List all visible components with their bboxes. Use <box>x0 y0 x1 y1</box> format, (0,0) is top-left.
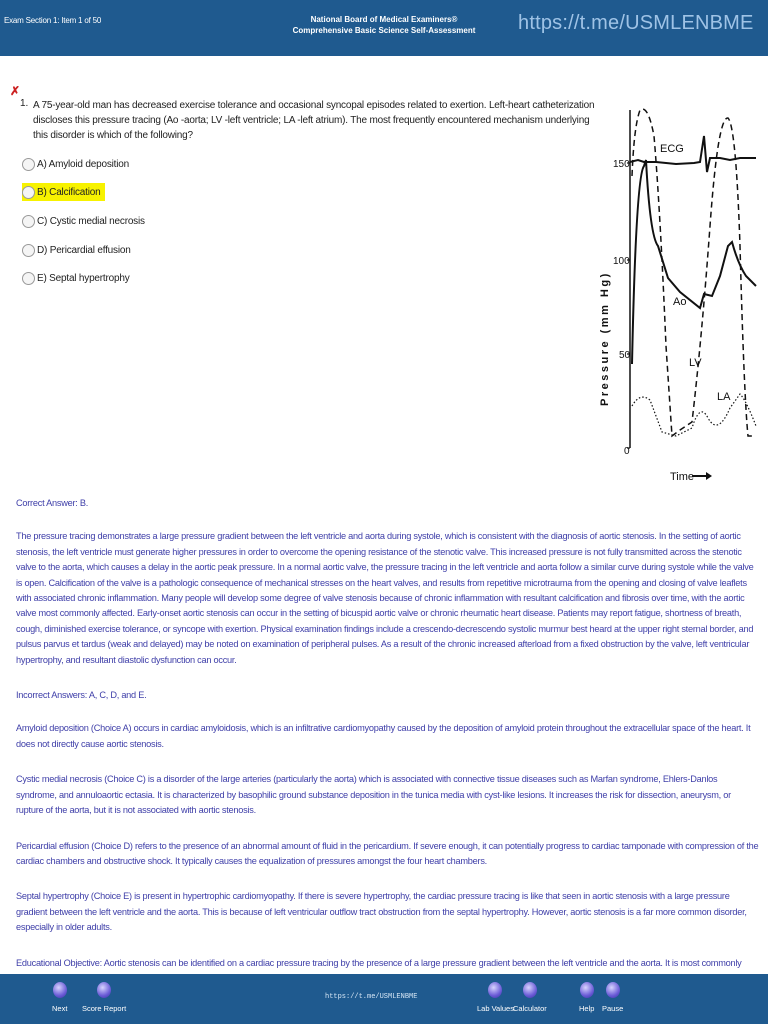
y-axis-label: Pressure (mm Hg) <box>599 271 611 406</box>
calculator-icon <box>523 982 537 998</box>
calculator-button[interactable] <box>513 982 547 1013</box>
la-pressure-trace <box>632 394 756 436</box>
lab-values-label: Lab Values <box>477 1004 514 1013</box>
lab-values-icon <box>488 982 502 998</box>
ecg-trace <box>630 136 756 172</box>
tick-50: 50 <box>619 350 631 361</box>
flag-icon[interactable]: ✗ <box>10 84 21 98</box>
option-e[interactable] <box>22 269 130 287</box>
radio-button[interactable] <box>22 244 35 257</box>
option-label: D) Pericardial effusion <box>37 244 131 256</box>
pause-icon <box>606 982 620 998</box>
tick-0: 0 <box>624 446 630 457</box>
footer-url: https://t.me/USMLENBME <box>325 993 418 1001</box>
lv-pressure-trace <box>632 109 754 436</box>
label-la: LA <box>717 391 731 403</box>
explanation-main: The pressure tracing demonstrates a large pressure gradient between the left ventricle and aorta during systole, which is consistent with the diagnosis of aortic stenosis. In the setting of aortic stenosis, the left ventricle must generate higher pressures in order to overcome the opening resistance of the stenotic valve. This increased pressure is not fully transmitted across the stenotic valve to the aorta, which causes a delay in the aortic peak pressure. In a normal aortic valve, the pressure tracing in the left ventricle and aorta follow a similar curve during systole while the valve is open. Calcification of the valve is a pathologic consequence of mechanical stresses on the heart valves, and results from repetitive microtrauma from the opening and closing of valve leaflets with associated chronic inflammation. Many people will develop some degree of valve stenosis because of chronic inflammation with resultant calcification and fibrosis over time, with the aortic valve most commonly affected. Early-onset aortic stenosis can occur in the setting of bicuspid aortic valve or chronic rheumatic heart disease. Patients may report fatigue, shortness of breath, cough, diminished exercise tolerance, or syncope with exertion. Physical examination findings include a crescendo-decrescendo systolic murmur best heard at the upper right sternal border, and pulsus parvus et tardus (weak and delayed) may be noted on examination of peripheral pulses. As a result of the chronic increased afterload from a fixed obstruction by the valve, left ventricular hypertrophy, and resultant diastolic dysfunction can occur. <box>16 531 754 665</box>
label-ecg: ECG <box>660 143 684 155</box>
next-button[interactable] <box>52 982 67 1013</box>
calculator-label: Calculator <box>513 1004 547 1013</box>
option-b[interactable] <box>22 183 105 201</box>
x-axis-label: Time <box>670 471 695 483</box>
score-report-icon <box>97 982 111 998</box>
option-c[interactable] <box>22 212 145 230</box>
pause-label: Pause <box>602 1004 624 1013</box>
option-d[interactable] <box>22 241 131 259</box>
question-stem: A 75-year-old man has decreased exercise tolerance and occasional syncopal episodes related to exertion. Left-heart catheterization discloses this pressure tracing (Ao -aorta; LV -left ventricle; LA -left atrium). The most frequently encountered mechanism underlying this disorder is which of the following? <box>33 100 595 141</box>
explanation-panel <box>16 496 760 1006</box>
help-icon <box>580 982 594 998</box>
score-report-label: Score Report <box>82 1004 127 1013</box>
label-lv: LV <box>689 357 702 369</box>
option-label: A) Amyloid deposition <box>37 158 129 170</box>
incorrect-answers: Incorrect Answers: A, C, D, and E. <box>16 690 147 701</box>
score-report-button[interactable] <box>82 982 126 1013</box>
tick-100: 100 <box>613 256 630 267</box>
radio-button[interactable] <box>22 186 35 199</box>
explanation-choice-a: Amyloid deposition (Choice A) occurs in cardiac amyloidosis, which is an infiltrative cardiomyopathy caused by the deposition of amyloid protein throughout the extracellular space of the heart. It does not directly cause aortic stenosis. <box>16 723 751 749</box>
radio-button[interactable] <box>22 158 35 171</box>
correct-answer: Correct Answer: B. <box>16 498 89 508</box>
option-label: B) Calcification <box>37 186 101 198</box>
option-label: E) Septal hypertrophy <box>37 272 130 284</box>
educational-objective: Educational Objective: Aortic stenosis can be identified on a cardiac pressure tracing by the presence of a large pressure gradient between the left ventricle and the aorta. It is most commonly <box>16 957 742 968</box>
watermark-url: https://t.me/USMLENBME <box>518 12 754 34</box>
help-label: Help <box>579 1004 595 1013</box>
radio-button[interactable] <box>22 215 35 228</box>
assessment-name: Comprehensive Basic Science Self-Assessment <box>292 26 476 35</box>
next-label: Next <box>52 1004 68 1013</box>
pause-button[interactable] <box>602 982 623 1013</box>
question-number: 1. <box>20 98 29 109</box>
label-ao: Ao <box>673 296 687 308</box>
option-label: C) Cystic medial necrosis <box>37 215 145 227</box>
lab-values-button[interactable] <box>477 982 514 1013</box>
pressure-tracing-figure <box>596 96 762 490</box>
explanation-choice-e: Septal hypertrophy (Choice E) is present in hypertrophic cardiomyopathy. If there is severe hypertrophy, the cardiac pressure tracing is like that seen in aortic stenosis with a large pressure gradient between the left ventricle and the aorta. This is because of left ventricular outflow tract obstruction from the septal hypertrophy. However, aortic stenosis is a far more common disorder, especially in older adults. <box>16 891 747 933</box>
top-bar <box>0 0 768 56</box>
exam-item-indicator: Exam Section 1: Item 1 of 50 <box>4 16 102 25</box>
radio-button[interactable] <box>22 272 35 285</box>
exam-title <box>284 14 484 36</box>
board-name: National Board of Medical Examiners® <box>310 15 458 24</box>
explanation-choice-d: Pericardial effusion (Choice D) refers to the presence of an abnormal amount of fluid in the pericardium. If severe enough, it can potentially progress to cardiac tamponade with compression of the cardiac chambers and obstructive shock. It typically causes the equalization of pressures amongst the four heart chambers. <box>16 840 759 866</box>
bottom-toolbar <box>0 974 768 1024</box>
help-button[interactable] <box>579 982 594 1013</box>
tick-150: 150 <box>613 159 630 170</box>
explanation-choice-c: Cystic medial necrosis (Choice C) is a disorder of the large arteries (particularly the aorta) which is associated with connective tissue diseases such as Marfan syndrome, Ehlers-Danlos syndrome, and annuloaortic ectasia. It is characterized by basophilic ground substance deposition in the tunica media with cyst-like lesions. It increases the risk for dissection, aneurysm, or rupture of the aorta, but it is not associated with aortic stenosis. <box>16 774 731 816</box>
option-a[interactable] <box>22 155 129 173</box>
next-icon <box>53 982 67 998</box>
ao-pressure-trace <box>632 160 756 364</box>
